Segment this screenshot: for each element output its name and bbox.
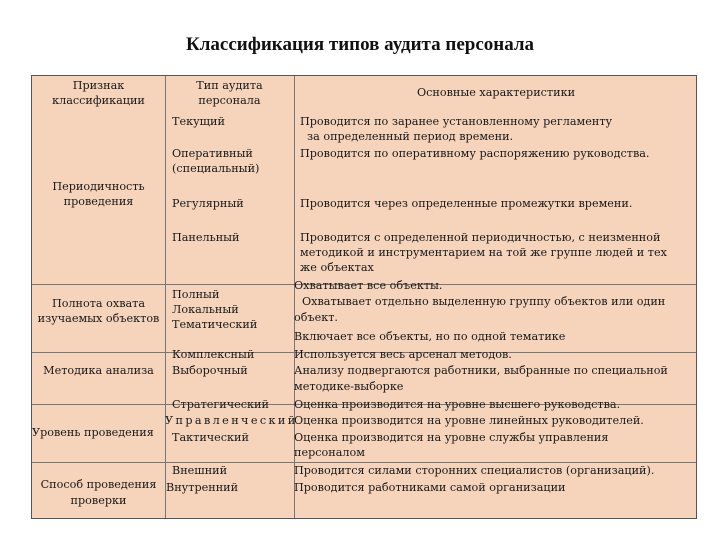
- header-characteristics: Основные характеристики: [416, 86, 576, 99]
- characteristic-line: Оценка производится на уровне высшего руководства.: [294, 398, 621, 411]
- type-cell: Внутренний: [166, 481, 239, 494]
- page-title: Классификация типов аудита персонала: [185, 34, 535, 55]
- type-cell: (специальный): [172, 162, 260, 175]
- type-cell: Выборочный: [172, 364, 248, 377]
- characteristic-line: за определенный период времени.: [307, 130, 514, 143]
- characteristic-line: Проводится по заранее установленному регламенту: [300, 115, 613, 128]
- characteristic-line: Охватывает отдельно выделенную группу объектов или один: [302, 295, 666, 308]
- characteristic-line: Проводится с определенной периодичностью, с неизменной: [300, 231, 661, 244]
- characteristic-line: Анализу подвергаются работники, выбранные по специальной: [294, 364, 668, 377]
- type-cell: Управленческий: [165, 414, 298, 427]
- criterion-method: Методика анализа: [43, 364, 154, 377]
- characteristic-line: Охватывает все объекты.: [294, 279, 443, 292]
- criterion-coverage: Полнота охвата: [51, 297, 146, 310]
- characteristic-line: Оценка производится на уровне линейных руководителей.: [294, 414, 644, 427]
- header-criterion-line: Признак: [72, 79, 125, 92]
- header-type-line: Тип аудита: [196, 79, 263, 92]
- type-cell: Оперативный: [172, 147, 253, 160]
- characteristic-line: Проводится через определенные промежутки времени.: [300, 197, 633, 210]
- type-cell: Тактический: [172, 431, 249, 444]
- criterion-periodicity: Периодичность: [52, 180, 145, 193]
- characteristic-line: методике-выборке: [294, 380, 404, 393]
- characteristic-line: персоналом: [294, 446, 365, 459]
- type-cell: Полный: [172, 288, 220, 301]
- characteristic-line: же объектах: [300, 261, 374, 274]
- header-criterion-line: классификации: [52, 94, 145, 107]
- type-cell: Комплексный: [172, 348, 255, 361]
- characteristic-line: Проводится по оперативному распоряжению руководства.: [300, 147, 650, 160]
- characteristic-line: Включает все объекты, но по одной тематике: [294, 330, 566, 343]
- type-cell: Регулярный: [172, 197, 244, 210]
- type-cell: Тематический: [172, 318, 258, 331]
- characteristic-line: методикой и инструментарием на той же группе людей и тех: [300, 246, 667, 259]
- type-cell: Текущий: [172, 115, 225, 128]
- criterion-coverage: изучаемых объектов: [37, 312, 160, 325]
- type-cell: Панельный: [172, 231, 240, 244]
- header-type-line: персонала: [198, 94, 261, 107]
- criterion-level: Уровень проведения: [32, 426, 154, 439]
- characteristic-line: Проводится работниками самой организации: [294, 481, 566, 494]
- column-divider: [165, 76, 166, 518]
- characteristic-line: объект.: [294, 311, 338, 324]
- characteristic-line: Проводится силами сторонних специалистов (организаций).: [294, 464, 655, 477]
- classification-table: [31, 75, 697, 519]
- row-divider: [32, 462, 696, 463]
- characteristic-line: Оценка производится на уровне службы управления: [294, 431, 609, 444]
- criterion-periodicity: проведения: [63, 195, 134, 208]
- characteristic-line: Используется весь арсенал методов.: [294, 348, 512, 361]
- criterion-conduct: проверки: [70, 494, 127, 507]
- criterion-conduct: Способ проведения: [40, 478, 157, 491]
- type-cell: Внешний: [172, 464, 228, 477]
- type-cell: Локальный: [172, 303, 239, 316]
- type-cell: Стратегический: [172, 398, 269, 411]
